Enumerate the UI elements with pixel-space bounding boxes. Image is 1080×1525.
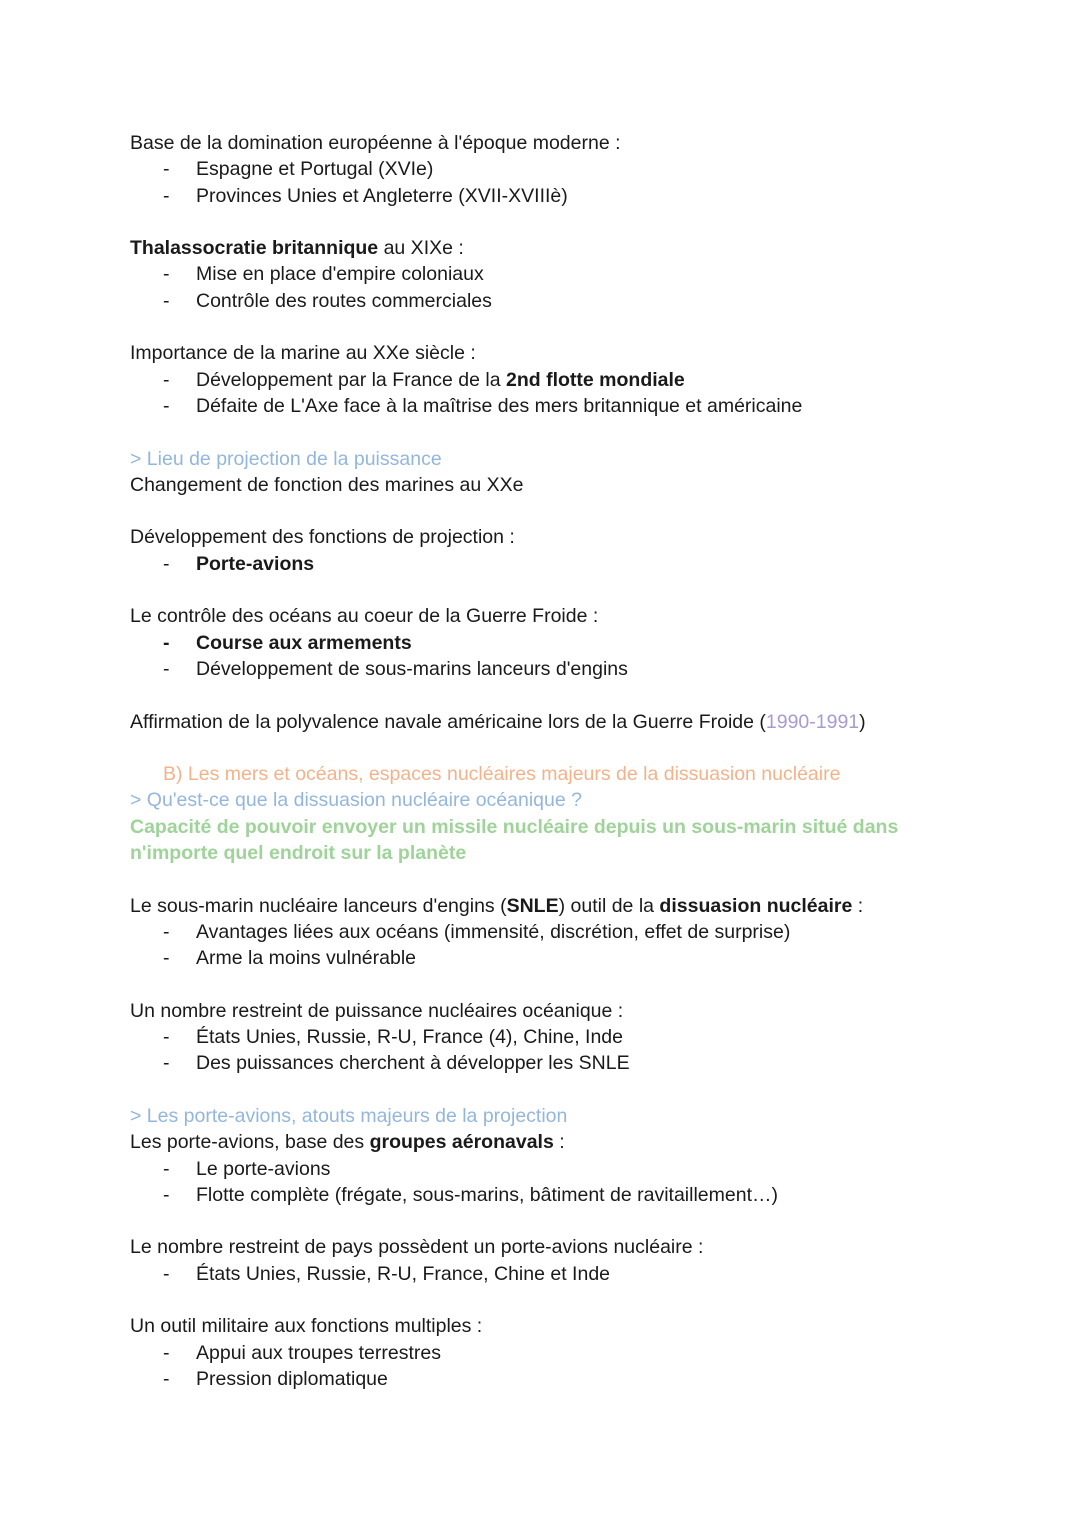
paragraph-text: Le sous-marin nucléaire lanceurs d'engins (	[130, 894, 507, 917]
subtitle-projection: > Lieu de projection de la puissance	[130, 447, 442, 470]
paragraph-text: Changement de fonction des marines au XXe	[130, 473, 524, 496]
heading-nuclear-powers: Un nombre restreint de puissance nucléaires océanique :	[130, 999, 624, 1022]
list-item	[130, 656, 1010, 682]
heading-snle	[130, 893, 1010, 919]
bold-term: Porte-avions	[196, 552, 315, 575]
list-item	[130, 183, 1010, 209]
bullet-dash: -	[163, 552, 170, 575]
list-item	[130, 261, 1010, 287]
heading-marine-importance: Importance de la marine au XXe siècle :	[130, 342, 476, 365]
bullet-dash: -	[163, 657, 170, 680]
list-item-text: Mise en place d'empire coloniaux	[196, 263, 484, 286]
bullet-dash: -	[163, 1026, 170, 1049]
bullet-dash: -	[163, 631, 170, 654]
heading-nuclear-carriers: Le nombre restreint de pays possèdent un porte-avions nucléaire :	[130, 1236, 704, 1259]
list-item-text: Contrôle des routes commerciales	[196, 289, 492, 312]
list-item-text: Développement par la France de la	[196, 368, 507, 391]
list-item-text: Développement de sous-marins lanceurs d'engins	[196, 657, 628, 680]
bullet-dash: -	[163, 394, 170, 417]
list-item-text: Avantages liées aux océans (immensité, discrétion, effet de surprise)	[196, 920, 791, 943]
bullet-dash: -	[163, 1367, 170, 1390]
document-page	[130, 130, 1010, 1392]
list-item-text: États Unies, Russie, R-U, France (4), Chine, Inde	[196, 1026, 623, 1049]
list-item-text: Le porte-avions	[196, 1157, 331, 1180]
list-item	[130, 630, 1010, 656]
bold-term: Course aux armements	[196, 631, 412, 654]
paragraph-text: :	[852, 894, 864, 917]
list-item-text: Arme la moins vulnérable	[196, 947, 417, 970]
list-item-text: Pression diplomatique	[196, 1367, 388, 1390]
bold-term: Thalassocratie britannique	[130, 237, 379, 260]
paragraph-naval-versatility	[130, 709, 1010, 735]
bullet-dash: -	[163, 1341, 170, 1364]
list-item	[130, 367, 1010, 393]
bullet-dash: -	[163, 289, 170, 312]
list-item	[130, 945, 1010, 971]
list-item	[130, 551, 1010, 577]
bullet-dash: -	[163, 1157, 170, 1180]
subtitle-question: > Qu'est-ce que la dissuasion nucléaire océanique ?	[130, 789, 582, 812]
heading-aeronaval	[130, 1129, 1010, 1155]
heading-cold-war: Le contrôle des océans au coeur de la Guerre Froide :	[130, 605, 599, 628]
list-item	[130, 919, 1010, 945]
list-item	[130, 393, 1010, 419]
bullet-dash: -	[163, 947, 170, 970]
bullet-dash: -	[163, 158, 170, 181]
date-range: 1990-1991	[765, 710, 860, 733]
bullet-dash: -	[163, 263, 170, 286]
bold-term: SNLE	[506, 894, 559, 917]
heading-european-domination: Base de la domination européenne à l'époque moderne :	[130, 132, 621, 154]
list-item	[130, 1050, 1010, 1076]
bold-term: 2nd flotte mondiale	[506, 368, 685, 391]
list-item	[130, 1182, 1010, 1208]
paragraph-text: ) outil de la	[558, 894, 660, 917]
list-item	[130, 1366, 1010, 1392]
bullet-dash: -	[163, 1262, 170, 1285]
bullet-dash: -	[163, 1183, 170, 1206]
heading-military-tool: Un outil militaire aux fonctions multiples :	[130, 1315, 483, 1338]
answer-line-2: n'importe quel endroit sur la planète	[130, 842, 467, 865]
list-item	[130, 1261, 1010, 1287]
bullet-dash: -	[163, 920, 170, 943]
bold-term: dissuasion nucléaire	[659, 894, 853, 917]
list-item-text: Défaite de L'Axe face à la maîtrise des mers britannique et américaine	[196, 394, 803, 417]
list-item-text: Provinces Unies et Angleterre (XVII-XVIIIè)	[196, 184, 568, 207]
list-item-text: Appui aux troupes terrestres	[196, 1341, 441, 1364]
paragraph-text: Les porte-avions, base des	[130, 1131, 370, 1154]
list-item	[130, 288, 1010, 314]
section-title-b: B) Les mers et océans, espaces nucléaires majeurs de la dissuasion nucléaire	[163, 763, 841, 786]
bullet-dash: -	[163, 1052, 170, 1075]
heading-rest: au XIXe :	[378, 237, 464, 260]
list-item-text: Des puissances cherchent à développer les SNLE	[196, 1052, 630, 1075]
paragraph-text: :	[553, 1131, 565, 1154]
list-item-text: Flotte complète (frégate, sous-marins, bâtiment de ravitaillement…)	[196, 1183, 778, 1206]
bullet-dash: -	[163, 368, 170, 391]
paragraph-text: Affirmation de la polyvalence navale américaine lors de la Guerre Froide (	[130, 710, 766, 733]
subtitle-aircraft-carriers: > Les porte-avions, atouts majeurs de la projection	[130, 1104, 568, 1127]
list-item	[130, 1024, 1010, 1050]
list-item	[130, 1340, 1010, 1366]
paragraph-text: )	[859, 710, 866, 733]
bold-term: groupes aéronavals	[369, 1131, 554, 1154]
heading-projection-functions: Développement des fonctions de projection :	[130, 526, 515, 549]
heading-thalassocratie	[130, 235, 1010, 261]
list-item	[130, 1156, 1010, 1182]
list-item	[130, 156, 1010, 182]
bullet-dash: -	[163, 184, 170, 207]
answer-line-1: Capacité de pouvoir envoyer un missile nucléaire depuis un sous-marin situé dans	[130, 815, 899, 838]
list-item-text: Espagne et Portugal (XVIe)	[196, 158, 434, 181]
list-item-text: États Unies, Russie, R-U, France, Chine et Inde	[196, 1262, 611, 1285]
